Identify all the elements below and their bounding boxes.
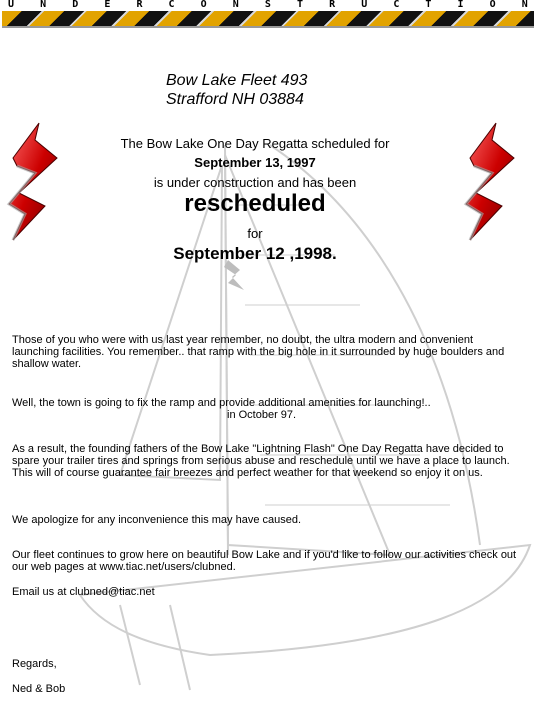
banner-letter: S [264,0,271,10]
announcement-line: is under construction and has been [153,175,357,190]
banner-letter: U [361,0,368,10]
paragraph-fleet: Our fleet continues to grow here on beautiful Bow Lake and if you'd like to follow our activities check out our web pages at www.tiac.net/users/clubned. [12,549,517,573]
banner-letter: N [232,0,239,10]
fleet-header [166,71,307,109]
fleet-location: Strafford NH 03884 [166,91,304,108]
original-date: September 13, 1997 [194,155,316,170]
banner-letter: U [8,0,15,10]
banner-letter: I [457,0,464,10]
closing: Regards, [12,658,57,670]
signature: Ned & Bob [12,683,66,695]
banner-letter: T [425,0,432,10]
paragraph-reschedule: As a result, the founding fathers of the Bow Lake "Lightning Flash" One Day Regatta have decided to spare your trailer tires and springs from serious abuse and reschedule until we have a place to launch. This will of course guarantee fair breezes and perfect weather for that weekend so enjoy it on us. [12,443,510,479]
new-date: September 12 ,1998. [173,244,337,263]
announcement-line: for [247,226,263,241]
paragraph-line: in October 97. [227,409,297,421]
banner-letter: E [104,0,111,10]
paragraph-ramp: Those of you who were with us last year remember, no doubt, the ultra modern and convenient launching facilities. You remember.. that ramp with the big hole in it surrounded by huge boulders and shallow water. [12,334,505,370]
banner-letter: C [168,0,175,10]
banner-letter: O [489,0,496,10]
banner-letter: C [393,0,400,10]
banner-letter: T [296,0,304,10]
banner-letter: D [72,0,79,10]
banner-letter: O [200,0,207,10]
fleet-name: Bow Lake Fleet 493 [166,72,308,89]
announcement-line: The Bow Lake One Day Regatta scheduled for [120,136,390,151]
email-line: Email us at clubned@tiac.net [12,586,155,598]
paragraph-town-fix [12,397,522,421]
banner-letter: R [329,0,336,10]
paragraph-apology: We apologize for any inconvenience this may have caused. [12,514,302,526]
banner-letter: N [521,0,528,10]
paragraph-line: Well, the town is going to fix the ramp and provide additional amenities for launching!.. [12,397,431,409]
headline: rescheduled [184,190,326,217]
banner-letter: R [136,0,143,10]
banner-letter: N [40,0,47,10]
